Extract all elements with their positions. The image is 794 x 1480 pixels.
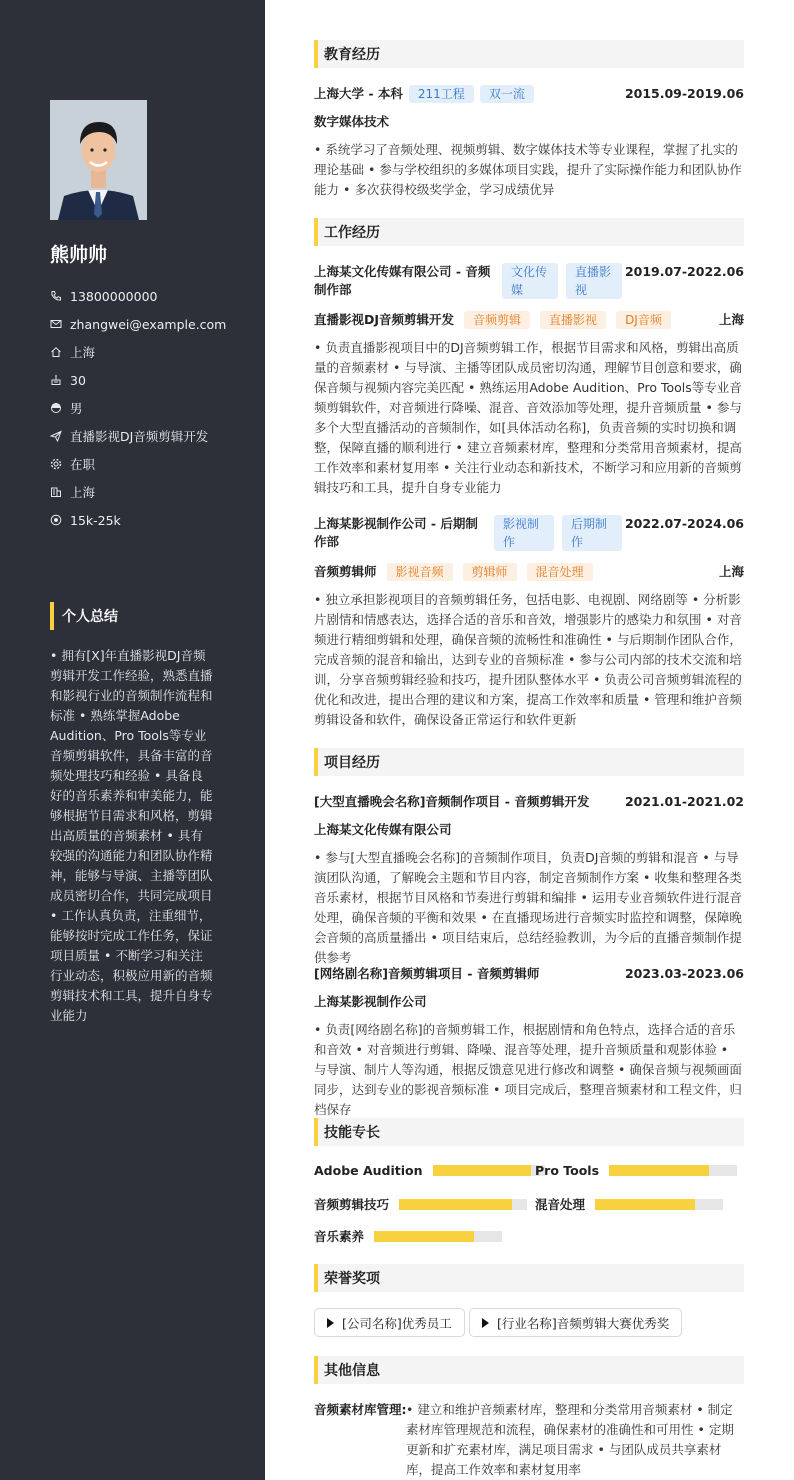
job-text: 直播影视DJ音频剪辑开发	[70, 429, 209, 444]
info-job	[50, 422, 250, 450]
location-text: 上海	[70, 345, 96, 360]
project-company: 上海某影视制作公司	[314, 994, 427, 1009]
work-header	[314, 515, 744, 551]
skill-name: 音乐素养	[314, 1229, 365, 1244]
education-date: 2015.09-2019.06	[624, 86, 744, 101]
skill-bar-fill	[609, 1165, 709, 1176]
award-item[interactable]	[314, 1308, 465, 1337]
avatar	[50, 100, 147, 220]
work-position: 直播影视DJ音频剪辑开发	[314, 312, 455, 327]
email-text: zhangwei@example.com	[70, 316, 227, 332]
skill-item	[535, 1163, 737, 1178]
phone-text: 13800000000	[70, 288, 158, 304]
work-tag: 后期制作	[562, 515, 622, 551]
skill-bar	[399, 1199, 527, 1210]
work-header	[314, 263, 744, 299]
play-icon	[482, 1318, 489, 1328]
work-date: 2022.07-2024.06	[624, 516, 744, 531]
work-desc: • 独立承担影视项目的音频剪辑任务，包括电影、电视剧、网络剧等 • 分析影片剧情和情感表达，选择合适的音乐和音效，增强影片的感染力和氛围 • 对音频进行精细剪辑和处理，确保音频的流畅性和准确性 • 与后期制作团队合作，完成音频的混音和输出，达到专业的音频标准 • 参与公司内部的技术交流和培训，分享音频剪辑经验和技巧，提升团队整体水平 • 负责公司音频剪辑流程的优化和改进，提出合理的建议和方案，提高工作效率和质量 • 管理和维护音频剪辑设备和软件，确保设备正常运行和软件更新	[314, 592, 742, 727]
gear-icon	[50, 458, 62, 470]
salary-icon	[50, 514, 62, 526]
work-skill-tag: 混音处理	[527, 563, 593, 581]
info-work-city	[50, 478, 250, 506]
skill-bar	[433, 1165, 545, 1176]
skill-item	[314, 1227, 502, 1245]
skill-bar	[595, 1199, 723, 1210]
skill-name: 音频剪辑技巧	[314, 1197, 390, 1212]
work-position-row	[314, 563, 744, 581]
send-icon	[50, 430, 62, 442]
education-school: 上海大学 - 本科	[314, 86, 403, 101]
work-position-row	[314, 311, 744, 329]
skill-name: Adobe Audition	[314, 1163, 423, 1178]
sidebar	[0, 0, 265, 1480]
work-company: 上海某文化传媒有限公司 - 音频制作部	[314, 264, 491, 297]
skill-item	[314, 1195, 527, 1213]
skill-bar	[609, 1165, 737, 1176]
age-text: 30	[70, 372, 86, 388]
work-skill-tag: 剪辑师	[463, 563, 517, 581]
section-skills-title: 技能专长	[314, 1118, 744, 1146]
cake-icon	[50, 374, 62, 386]
work-company: 上海某影视制作公司 - 后期制作部	[314, 516, 478, 549]
project-company: 上海某文化传媒有限公司	[314, 822, 452, 837]
info-status	[50, 450, 250, 478]
skill-bar-fill	[433, 1165, 532, 1176]
work-desc: • 负责直播影视项目中的DJ音频剪辑工作，根据节目需求和风格，剪辑出高质量的音频素材 • 与导演、主播等团队成员密切沟通，理解节目创意和要求，确保音频与视频内容完美匹配 • 熟练运用Adobe Audition、Pro Tools等专业音频剪辑软件，对音频进行降噪、混音、音效添加等处理，提升音频质量 • 参与多个大型直播活动的音频制作，如[具体活动名称]，负责音频的实时切换和调整，保障直播的顺利进行 • 建立音频素材库，整理和分类常用音频素材，提高工作效率和素材复用率 • 关注行业动态和新技术，不断学习和应用新的音频剪辑技巧和工具，提升自身专业能力	[314, 340, 742, 495]
work-city-text: 上海	[70, 485, 96, 500]
section-other-title: 其他信息	[314, 1356, 744, 1384]
info-age	[50, 366, 250, 394]
award-label: [行业名称]音频剪辑大赛优秀奖	[497, 1315, 670, 1331]
award-item[interactable]	[469, 1308, 682, 1337]
project-desc: • 负责[网络剧名称]的音频剪辑工作，根据剧情和角色特点，选择合适的音乐和音效 • 对音频进行剪辑、降噪、混音等处理，提升音频质量和观影体验 • 与导演、制片人等沟通，根据反馈意见进行修改和调整 • 确保音频与视频画面同步，达到专业的影视音频标准 • 项目完成后，整理音频素材和工程文件，归档保存	[314, 1022, 742, 1117]
salary-text: 15k-25k	[70, 512, 121, 528]
gender-text: 男	[70, 401, 83, 416]
info-salary	[50, 506, 250, 534]
work-tag: 影视制作	[494, 515, 554, 551]
work-skill-tag: 影视音频	[387, 563, 453, 581]
summary-text: • 拥有[X]年直播影视DJ音频剪辑开发工作经验，熟悉直播和影视行业的音频制作流程和标准 • 熟练掌握Adobe Audition、Pro Tools等专业音频剪辑软件，具备丰富的音频处理技巧和经验 • 具备良好的音乐素养和审美能力，能够根据节目需求和风格，剪辑出高质量的音频素材 • 具有较强的沟通能力和团队协作精神，能够与导演、主播等团队成员密切合作，共同完成项目 • 工作认真负责，注重细节，能够按时完成工作任务，保证项目质量 • 不断学习和关注行业动态，积极应用新的音频剪辑技术和工具，提升自身专业能力	[50, 648, 213, 1023]
education-tag: 211工程	[409, 85, 474, 103]
education-major: 数字媒体技术	[314, 114, 390, 129]
work-skill-tag: 直播影视	[540, 311, 606, 329]
work-position: 音频剪辑师	[314, 564, 377, 579]
info-gender	[50, 394, 250, 422]
gender-icon	[50, 402, 62, 414]
project-name: [大型直播晚会名称]音频制作项目 - 音频剪辑开发	[314, 794, 590, 809]
work-city: 上海	[718, 564, 744, 579]
section-education-title: 教育经历	[314, 40, 744, 68]
other-label: 音频素材库管理:	[314, 1402, 407, 1417]
education-header	[314, 85, 744, 103]
info-email	[50, 310, 250, 338]
section-work-title: 工作经历	[314, 218, 744, 246]
project-header	[314, 965, 744, 983]
project-name: [网络剧名称]音频剪辑项目 - 音频剪辑师	[314, 966, 540, 981]
info-phone	[50, 282, 250, 310]
info-location	[50, 338, 250, 366]
phone-icon	[50, 290, 62, 302]
project-header	[314, 793, 744, 811]
status-text: 在职	[70, 457, 96, 472]
work-skill-tag: DJ音频	[616, 311, 671, 329]
skill-name: Pro Tools	[535, 1163, 600, 1178]
work-skill-tag: 音频剪辑	[464, 311, 530, 329]
summary-title: 个人总结	[50, 602, 118, 630]
project-desc: • 参与[大型直播晚会名称]的音频制作项目，负责DJ音频的剪辑和混音 • 与导演团队沟通，了解晚会主题和节目内容，制定音频制作方案 • 收集和整理各类音乐素材，根据节目风格和节奏进行剪辑和编排 • 运用专业音频软件进行混音处理，确保音频的平衡和效果 • 在直播现场进行音频实时监控和调整，保障晚会音频的高质量播出 • 项目结束后，总结经验教训，为今后的直播音频制作提供参考	[314, 850, 742, 965]
education-desc: • 系统学习了音频处理、视频剪辑、数字媒体技术等专业课程，掌握了扎实的理论基础 • 参与学校组织的多媒体项目实践，提升了实际操作能力和团队协作能力 • 多次获得校级奖学金，学习成绩优异	[314, 142, 742, 197]
skill-bar	[374, 1231, 502, 1242]
project-date: 2023.03-2023.06	[624, 966, 744, 981]
section-awards-title: 荣誉奖项	[314, 1264, 744, 1292]
work-tag: 文化传媒	[502, 263, 558, 299]
skill-item	[535, 1195, 723, 1213]
work-city: 上海	[718, 312, 744, 327]
work-date: 2019.07-2022.06	[624, 264, 744, 279]
contact-info	[50, 282, 250, 534]
section-projects-title: 项目经历	[314, 748, 744, 776]
candidate-name: 熊帅帅	[50, 244, 108, 266]
project-date: 2021.01-2021.02	[624, 794, 744, 809]
other-text: • 建立和维护音频素材库，整理和分类常用音频素材 • 制定素材库管理规范和流程，确保素材的准确性和可用性 • 定期更新和扩充素材库，满足项目需求 • 与团队成员共享素材库，提高工作效率和素材复用率	[406, 1402, 734, 1477]
work-tag: 直播影视	[566, 263, 622, 299]
skill-bar-fill	[595, 1199, 695, 1210]
skill-item	[314, 1163, 545, 1178]
award-label: [公司名称]优秀员工	[342, 1315, 452, 1331]
home-icon	[50, 346, 62, 358]
education-tag: 双一流	[480, 85, 534, 103]
skill-bar-fill	[374, 1231, 474, 1242]
building-icon	[50, 486, 62, 498]
mail-icon	[50, 318, 62, 330]
skill-bar-fill	[399, 1199, 512, 1210]
play-icon	[327, 1318, 334, 1328]
skill-name: 混音处理	[535, 1197, 586, 1212]
